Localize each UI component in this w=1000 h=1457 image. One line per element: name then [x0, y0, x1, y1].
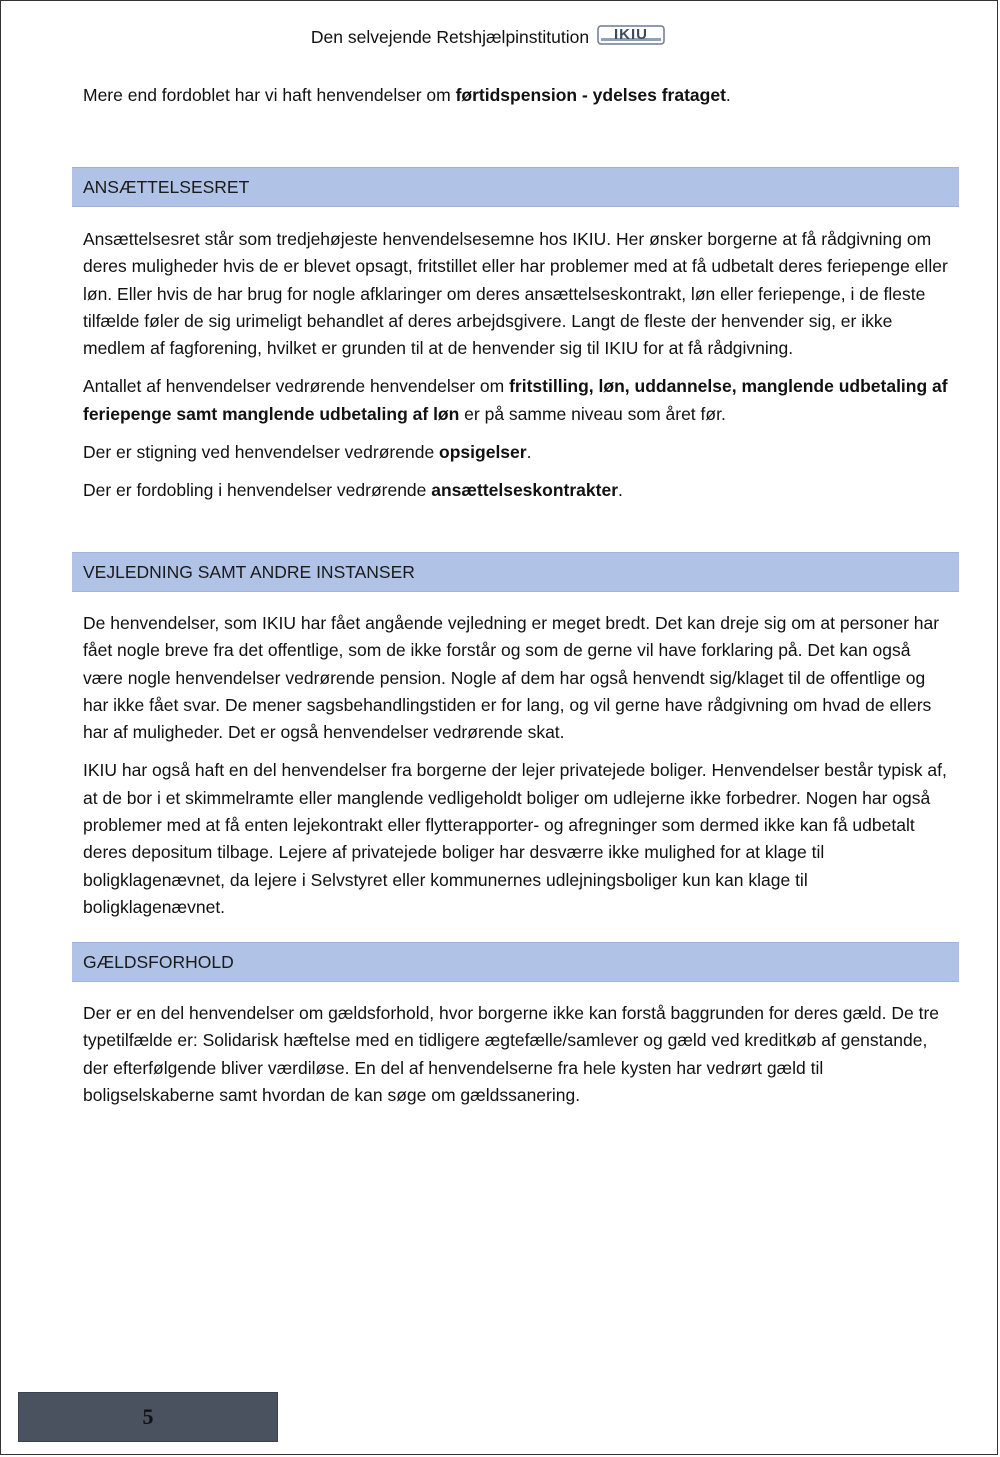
svg-text:IKIU: IKIU	[614, 25, 649, 43]
section-body-gaeldsforhold	[83, 1000, 949, 1120]
paragraph: Der er en del henvendelser om gældsforhold, hvor borgerne ikke kan forstå baggrunden for deres gæld. De tre typetilfælde er: Solidarisk hæftelse med en tidligere ægtefælle/samlever og gæld ved kreditkøb af genstande, der efterfølgende bliver værdiløse. En del af henvendelserne fra hele kysten har vedrørt gæld til boligselskaberne samt hvordan de kan søge om gældssanering.	[83, 1003, 940, 1105]
section-heading-gaeldsforhold: GÆLDSFORHOLD	[72, 942, 959, 982]
paragraph: De henvendelser, som IKIU har fået angående vejledning er meget bredt. Det kan dreje sig om at personer har fået nogle breve fra det offentlige, som de ikke forstår og som de gerne vil have forklaring på. Det kan også være nogle henvendelser vedrørende pension. Nogle af dem har også henvendt sig/klaget til de offentlige og har ikke fået svar. De mener sagsbehandlingstiden er for lang, og vil gerne have rådgivning om hvad de ellers har af muligheder. Det er også henvendelser vedrørende skat.	[83, 613, 940, 743]
paragraph: Der er stigning ved henvendelser vedrørende opsigelser.	[83, 442, 532, 463]
section-body-ansaettelsesret	[83, 226, 949, 516]
ikiu-logo	[597, 25, 665, 45]
intro-paragraph: Mere end fordoblet har vi haft henvendelser om førtidspension - ydelses frataget.	[83, 85, 731, 105]
section-body-vejledning	[83, 610, 949, 932]
paragraph: IKIU har også haft en del henvendelser fra borgerne der lejer privatejede boliger. Henvendelser består typisk af, at de bor i et skimmelramte eller manglende vedligeholdt boliger om udlejerne ikke forbedrer. Nogen har også problemer med at få enten lejekontrakt eller flytterapporter- og afregninger som dermed ikke kan få udbetalt deres depositum tilbage. Lejere af privatejede boliger har desværre ikke mulighed for at klage til boligklagenævnet, da lejere i Selvstyret eller kommunernes udlejningsboliger kun kan klage til boligklagenævnet.	[83, 760, 947, 917]
page-number: 5	[18, 1392, 278, 1442]
section-heading-vejledning: VEJLEDNING SAMT ANDRE INSTANSER	[72, 552, 959, 592]
section-heading-ansaettelsesret: ANSÆTTELSESRET	[72, 167, 959, 207]
paragraph: Antallet af henvendelser vedrørende henvendelser om fritstilling, løn, uddannelse, manglende udbetaling af feriepenge samt manglende udbetaling af løn er på samme niveau som året før.	[83, 376, 948, 424]
header-title: Den selvejende Retshjælpinstitution	[310, 27, 590, 47]
paragraph: Ansættelsesret står som tredjehøjeste henvendelsesemne hos IKIU. Her ønsker borgerne at få rådgivning om deres muligheder hvis de er blevet opsagt, fritstillet eller har problemer med at få udbetalt deres feriepenge eller løn. Eller hvis de har brug for nogle afklaringer om deres ansættelseskontrakt, løn eller feriepenge, i de fleste tilfælde føler de sig urimeligt behandlet af deres arbejdsgivere. Langt de fleste der henvender sig, er ikke medlem af fagforening, hvilket er grunden til at de henvender sig til IKIU for at få rådgivning.	[83, 229, 948, 359]
page-header	[1, 27, 1000, 48]
paragraph: Der er fordobling i henvendelser vedrørende ansættelseskontrakter.	[83, 480, 623, 501]
